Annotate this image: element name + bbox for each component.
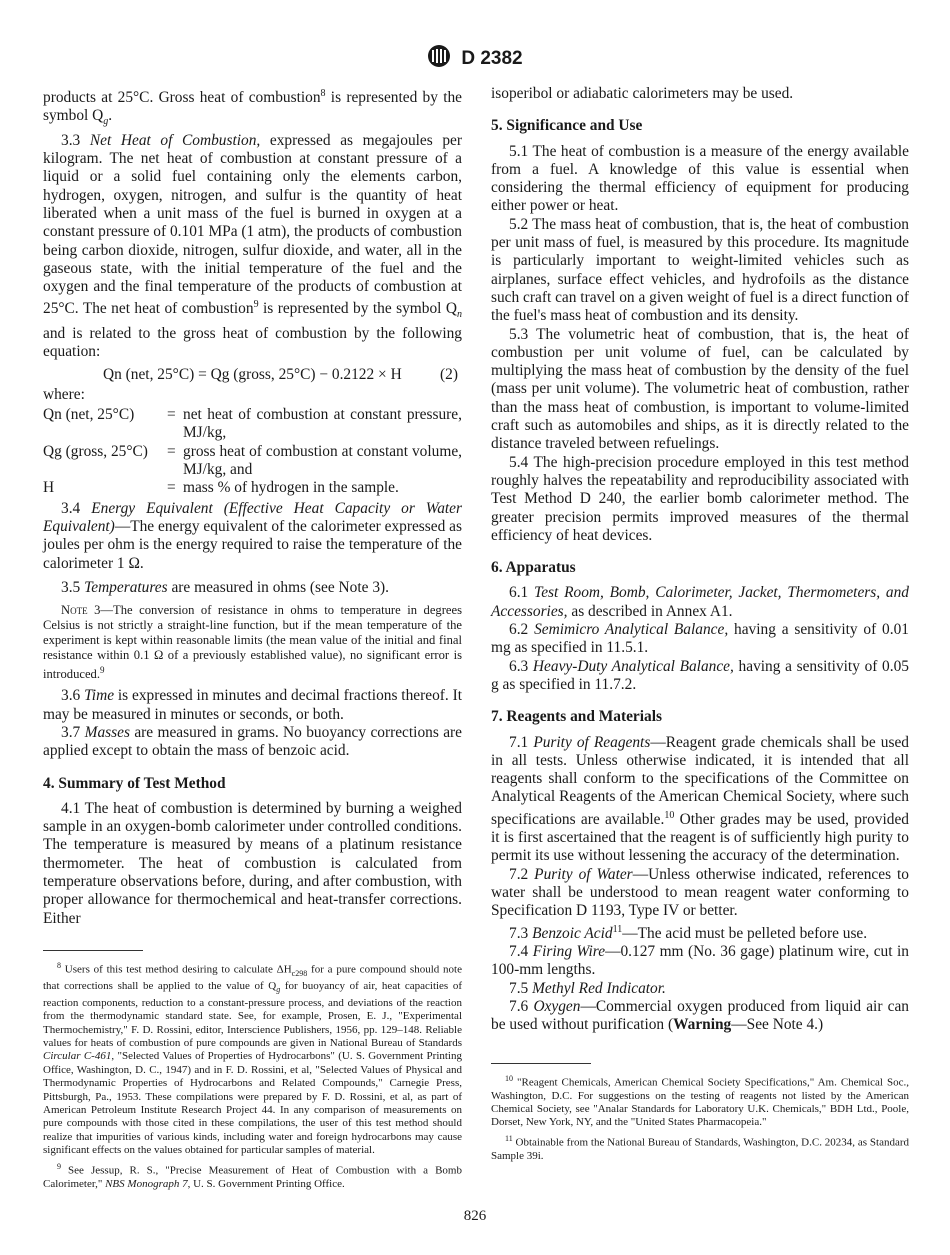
section-7-1: 7.1 Purity of Reagents—Reagent grade chemicals shall be used in all tests. Unless otherwise indicated, it is intended that all reagents shall conform to the specifications of the Committee on Analytical Reagents of the American Chemical Society, where such specifications are available.$^{10}$ Other grades may be used, provided it is first ascertained that the reagent is of sufficiently high purity to permit its use without lessening the accuracy of the determination.: [491, 733, 909, 865]
section-6-3: 6.3 Heavy-Duty Analytical Balance, having a sensitivity of 0.05 g as specified in 11.7.2.: [491, 657, 909, 693]
designation: D 2382: [461, 47, 523, 69]
right-column: [491, 85, 909, 1165]
section-3-3: 3.3 Net Heat of Combustion, expressed as megajoules per kilogram. The net heat of combustion at constant pressure of a liquid or a solid fuel containing only the elements carbon, hydrogen, oxygen, nitrogen, and sulfur is the quantity of heat liberated when a unit mass of the fuel is burned in oxygen at a constant pressure of 0.101 MPa (1 atm), the products of combustion being carbon dioxide, nitrogen, sulfur dioxide, and water, all in the gaseous state, with the initial temperature of the fuel and the oxygen and the final temperature of the products of combustion at 25°C. The net heat of combustion$^9$ is represented by the symbol $Q_n$ and is related to the gross heat of combustion by the following equation:: [43, 131, 463, 361]
equation-2: [43, 362, 462, 386]
section-4-1: 4.1 The heat of combustion is determined by burning a weighed sample in an oxygen-bomb calorimeter under controlled conditions. The temperature is measured by means of a platinum resistance thermometer. The heat of combustion is calculated from temperature observations before, during, and after combustion, with proper allowance for thermochemical and heat-transfer corrections. Either: [43, 799, 462, 927]
section-7-heading: 7. Reagents and Materials: [491, 708, 662, 726]
paragraph-gross-heat-cont: products at 25°C. Gross heat of combustion$^8$ is represented by the symbol $Q_g$.: [43, 88, 462, 128]
section-6-1: 6.1 Test Room, Bomb, Calorimeter, Jacket, Thermometers, and Accessories, as described in Annex A1.: [491, 584, 909, 620]
equation-number: (2): [440, 365, 458, 383]
section-6-heading: 6. Apparatus: [491, 559, 576, 577]
section-7-4: 7.4 Firing Wire—0.127 mm (No. 36 gage) platinum wire, cut in 100-mm lengths.: [491, 943, 909, 979]
note-3: Note 3—The conversion of resistance in ohms to temperature in degrees Celsius is not strictly a straight-line function, but if the mean temperature of the experiment is kept within reasonable limits (the mean value of the initial and final resistance within 0.1 Ω of a previously established value), no significant error is introduced.$^9$: [43, 603, 462, 682]
footnote-rule: [491, 1063, 591, 1064]
section-3-6: 3.6 Time is expressed in minutes and decimal fractions thereof. It may be measured in minutes or seconds, or both.: [43, 687, 462, 723]
section-4-heading: 4. Summary of Test Method: [43, 774, 226, 792]
section-6-2: 6.2 Semimicro Analytical Balance, having a sensitivity of 0.01 mg as specified in 11.5.1.: [491, 621, 909, 657]
footnote-9: $^9$ See Jessup, R. S., "Precise Measurement of Heat of Combustion with a Bomb Calorimeter," NBS Monograph 7, U. S. Government Printing Office.: [43, 1161, 462, 1190]
section-3-7: 3.7 Masses are measured in grams. No buoyancy corrections are applied except to obtain the mass of benzoic acid.: [43, 723, 462, 760]
left-column: [43, 85, 462, 1193]
definition-row: Qn (net, 25°C) = net heat of combustion at constant pressure, MJ/kg,: [43, 406, 462, 442]
section-3-4: 3.4 Energy Equivalent (Effective Heat Capacity or Water Equivalent)—The energy equivalent of the calorimeter expressed as joules per ohm is the energy required to raise the temperature of the calorimeter 1 Ω.: [43, 499, 463, 572]
equation-text: Qn (net, 25°C) = Qg (gross, 25°C) − 0.2122 × H: [103, 365, 402, 383]
paragraph-continuation: isoperibol or adiabatic calorimeters may be used.: [491, 85, 794, 102]
section-7-6: 7.6 Oxygen—Commercial oxygen produced from liquid air can be used without purification (Warning—See Note 4.): [491, 997, 910, 1034]
where-label: where:: [43, 385, 85, 403]
footnote-8: $^8$ Users of this test method desiring to calculate $\Delta H_{c298}$ for a pure compound should note that corrections shall be applied to the value of $Q_g$ for buoyancy of air, heat capacities of reaction components, reduction to a constant-pressure process, and deviations of the reaction from the thermodynamic standard state. See, for example, Prosen, E. J., "Experimental Thermochemistry," F. D. Rossini, editor, Interscience Publishers, 1956, pp. 129–148. Reliable values for heats of combustion of pure compounds are given in National Bureau of Standards Circular C-461, "Selected Values of Properties of Hydrocarbons" (U. S. Government Printing Office, Washington, D. C., 1947) and in F. D. Rossini, et al, "Selected Values of Physical and Thermodynamic Properties of Hydrocarbons and Related Compounds," Carnegie Press, Pittsburgh, Pa., 1953. These compilations were prepared by F. D. Rossini, et al, as part of American Petroleum Institute Research Project 44. In any comparison of measurements on pure compounds with those cited in these compilations, the user of this test method should realize that impurities of various kinds, including water and foreign hydrocarbons may cause significant effects on the values obtained for particular samples of material.: [43, 960, 462, 1157]
section-5-3: 5.3 The volumetric heat of combustion, that is, the heat of combustion per unit volume of fuel, can be calculated by multiplying the mass heat of combustion by the density of the fuel (mass per unit volume). The volumetric heat of combustion, rather than the mass heat of combustion, is important to volume-limited craft such as automobiles and ships, as it is directly related to the distance traveled between refuelings.: [491, 325, 909, 453]
page-number: 826: [463, 1208, 487, 1224]
footnote-rule: [43, 950, 143, 951]
section-7-2: 7.2 Purity of Water—Unless otherwise indicated, references to water shall be understood to mean reagent water conforming to Specification D 1193, Type IV or better.: [491, 865, 909, 920]
definition-row: H = mass % of hydrogen in the sample.: [43, 479, 399, 497]
page-header: [0, 44, 950, 73]
footnote-11: $^{11}$ Obtainable from the National Bureau of Standards, Washington, D.C. 20234, as Standard Sample 39i.: [491, 1133, 909, 1162]
section-7-3: 7.3 Benzoic Acid$^{11}$—The acid must be pelleted before use.: [509, 923, 868, 942]
section-5-1: 5.1 The heat of combustion is a measure of the energy available from a fuel. A knowledge of this value is essential when considering the thermal efficiency of equipment for producing either power or heat.: [491, 142, 909, 215]
section-7-5: 7.5 Methyl Red Indicator.: [509, 979, 666, 997]
section-3-5: 3.5 Temperatures are measured in ohms (see Note 3).: [61, 578, 389, 596]
footnote-10: $^{10}$ "Reagent Chemicals, American Chemical Society Specifications," Am. Chemical Soc., Washington, D.C. For suggestions on the testing of reagents not listed by the American Chemical Society, see "Analar Standards for Laboratory U.K. Chemicals," BDH Ltd., Poole, Dorset, New York, NY, and the "United States Pharmacopeia.": [491, 1073, 909, 1129]
section-5-heading: 5. Significance and Use: [491, 117, 643, 135]
definitions: [43, 406, 462, 497]
astm-logo-icon: [427, 44, 451, 73]
definition-row: Qg (gross, 25°C) = gross heat of combustion at constant volume, MJ/kg, and: [43, 442, 462, 479]
section-5-2: 5.2 The mass heat of combustion, that is, the heat of combustion per unit mass of fuel, is measured by this procedure. Its magnitude is particularly important to weight-limited vehicles such as airplanes, surface effect vehicles, and hydrofoils as the distance such craft can travel on a given weight of fuel is a direct function of the fuel's mass heat of combustion and its density.: [491, 215, 909, 325]
section-5-4: 5.4 The high-precision procedure employed in this test method roughly halves the repeatability and reproducibility associated with Test Method D 240, the earlier bomb calorimeter method. The greater precision permits improved measures of the thermal efficiency of heat devices.: [491, 453, 909, 544]
